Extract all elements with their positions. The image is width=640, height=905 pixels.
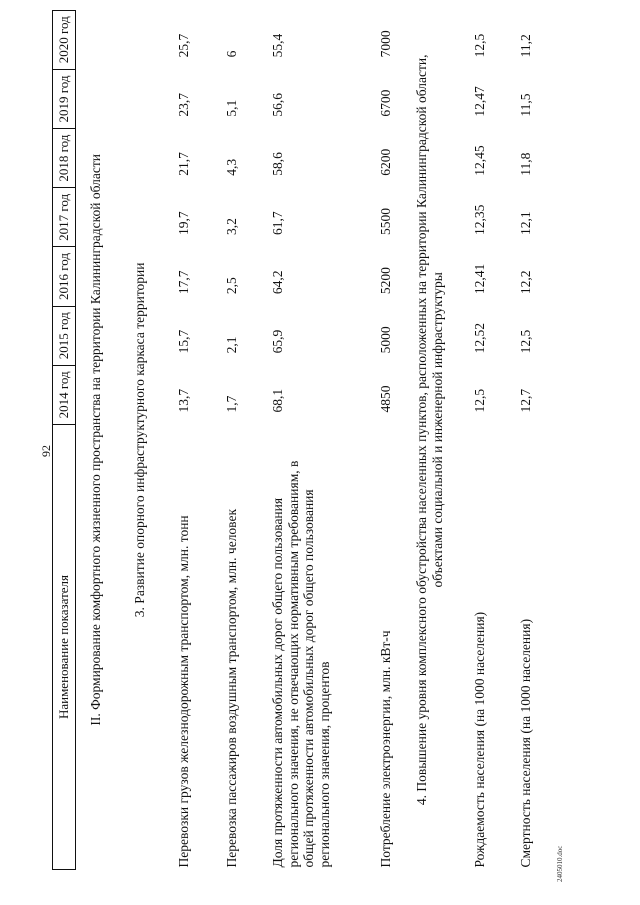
cell-value: 12,45: [472, 145, 487, 176]
cell-value: 12,47: [472, 86, 487, 117]
rotated-page-content: [52, 10, 533, 870]
table-row: [518, 10, 542, 869]
row-name: Перевозки грузов железнодорожным транспортом, млн. тонн: [176, 515, 191, 868]
cell-value: 12,41: [472, 263, 487, 295]
header-year: 2019 год: [53, 69, 76, 128]
header-year: 2015 год: [53, 306, 76, 365]
cell-value: 6700: [378, 89, 393, 117]
cell-value: 12,2: [518, 270, 533, 295]
header-year: 2017 год: [53, 188, 76, 247]
cell-value: 61,7: [270, 211, 285, 235]
cell-value: 11,8: [518, 152, 533, 176]
cell-value: 12,5: [472, 388, 487, 413]
cell-value: 5,1: [224, 99, 239, 117]
cell-value: 11,5: [518, 93, 533, 117]
cell-value: 13,7: [176, 388, 191, 413]
row-name: Потребление электроэнергии, млн. кВт-ч: [378, 630, 393, 868]
table-row: [270, 10, 378, 869]
row-name: Рождаемость населения (на 1000 населения): [472, 611, 487, 868]
cell-value: 6: [224, 50, 239, 58]
cell-value: 3,2: [224, 218, 239, 235]
header-year: 2016 год: [53, 247, 76, 306]
table-row: [378, 10, 402, 869]
cell-value: 11,2: [518, 34, 533, 58]
cell-value: 4850: [378, 385, 393, 413]
cell-value: 21,7: [176, 152, 191, 176]
row-name: Перевозка пассажиров воздушным транспортом, млн. человек: [224, 508, 239, 868]
cell-value: 6200: [378, 148, 393, 176]
row-name: Смертность населения (на 1000 населения): [518, 618, 533, 868]
table-row: [458, 10, 518, 869]
row-name: Доля протяженности автомобильных дорог общего пользования регионального значения, не отвечающих нормативным требованиям, в общей протяженности автомобильных дорог общего пользования регионального значения, процентов: [270, 460, 332, 868]
cell-value: 5000: [378, 326, 393, 354]
header-year: 2018 год: [53, 129, 76, 188]
cell-value: 58,6: [270, 152, 285, 176]
section-heading-row: [120, 10, 166, 869]
cell-value: 2,5: [224, 277, 239, 295]
page-number: 92: [39, 445, 53, 457]
cell-value: 2,1: [224, 336, 239, 354]
section-3-heading: 3. Развитие опорного инфраструктурного каркаса территории: [132, 262, 147, 618]
cell-value: 12,1: [518, 211, 533, 235]
cell-value: 5500: [378, 207, 393, 235]
document-file-footer: 2405010.doc: [556, 845, 564, 882]
cell-value: 5200: [378, 267, 393, 295]
header-indicator-name: Наименование показателя: [53, 425, 76, 870]
header-year: 2020 год: [53, 10, 76, 69]
cell-value: 7000: [378, 30, 393, 58]
header-year: 2014 год: [53, 365, 76, 424]
section-ii-heading: II. Формирование комфортного жизненного пространства на территории Калининградской области: [88, 154, 103, 726]
cell-value: 4,3: [224, 158, 239, 176]
cell-value: 12,7: [518, 388, 533, 413]
cell-value: 1,7: [224, 395, 239, 413]
cell-value: 55,4: [270, 33, 285, 58]
cell-value: 68,1: [270, 388, 285, 413]
cell-value: 12,5: [472, 33, 487, 58]
cell-value: 19,7: [176, 211, 191, 235]
table-row: [224, 10, 270, 869]
cell-value: 25,7: [176, 33, 191, 58]
cell-value: 12,5: [518, 329, 533, 354]
section-heading-row: [76, 10, 121, 869]
cell-value: 17,7: [176, 270, 191, 295]
table-header-row: [53, 10, 76, 869]
section-4-heading: 4. Повышение уровня комплексного обустройства населенных пунктов, расположенных на территории Калининградской области, объектами социальной и инженерной инфраструктуры: [414, 54, 445, 806]
cell-value: 64,2: [270, 270, 285, 295]
cell-value: 23,7: [176, 92, 191, 117]
cell-value: 15,7: [176, 329, 191, 354]
cell-value: 65,9: [270, 329, 285, 354]
cell-value: 12,35: [472, 204, 487, 235]
cell-value: 56,6: [270, 92, 285, 117]
cell-value: 12,52: [472, 322, 487, 354]
section-heading-row: [402, 10, 458, 869]
indicators-table: [52, 10, 542, 870]
table-row: [166, 10, 224, 869]
